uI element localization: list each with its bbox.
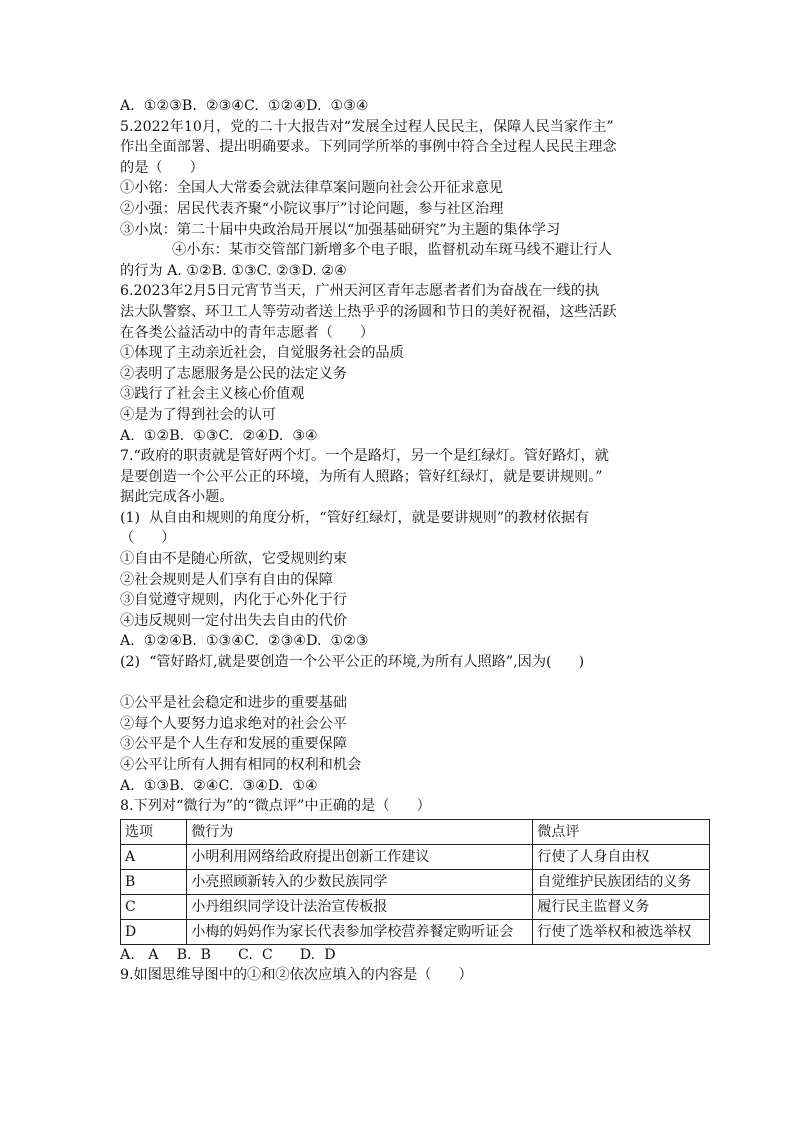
text-block-bottom [120, 945, 712, 986]
table-header-cell: 微行为 [187, 819, 533, 844]
text-line: 在各类公益活动中的青年志愿者（ ） [120, 324, 375, 341]
table-header-cell: 选项 [121, 819, 187, 844]
blank-gap [120, 673, 712, 694]
text-line: ①自由不是随心所欲，它受规则约束 [120, 551, 348, 568]
table-cell: C [121, 894, 187, 919]
text-line: ④是为了得到社会的认可 [120, 406, 277, 423]
table-cell: 自觉维护民族团结的义务 [533, 869, 710, 894]
table-cell: 小丹组织同学设计法治宣传板报 [187, 894, 533, 919]
text-line: ③自觉遵守规则，内化于心外化于行 [120, 592, 348, 609]
comment-table [120, 819, 710, 945]
text-line: 7.“政府的职责就是管好两个灯。一个是路灯，另一个是红绿灯。管好路灯，就 [120, 448, 609, 465]
text-line: 法大队警察、环卫工人等劳动者送上热乎乎的汤圆和节日的美好祝福，这些活跃 [120, 303, 617, 320]
text-line: 的是（ ） [120, 159, 204, 176]
table-header-row [121, 819, 710, 844]
table-cell: 小梅的妈妈作为家长代表参加学校营养餐定购听证会 [187, 919, 533, 944]
text-line: ②小强：居民代表齐聚“小院议事厅”讨论问题，参与社区治理 [120, 200, 504, 217]
text-line: ①小铭：全国人大常委会就法律草案问题向社会公开征求意见 [120, 180, 504, 197]
text-line: ④违反规则一定付出失去自由的代价 [120, 612, 348, 629]
text-line: ①公平是社会稳定和进步的重要基础 [120, 695, 348, 712]
document-page [120, 96, 712, 986]
table-cell: 行使了选举权和被选举权 [533, 919, 710, 944]
text-line: A. ①②③B. ②③④C. ①②④D. ①③④ [120, 98, 369, 114]
text-line: A. A B. B C. C D. D [120, 946, 336, 963]
text-block-after-gap [120, 693, 712, 817]
text-line-indented: ④小东：某市交管部门新增多个电子眼，监督机动车斑马线不避让行人 [172, 242, 612, 259]
table-cell: A [121, 844, 187, 869]
text-block-mid [120, 261, 712, 673]
text-line: A. ①②B. ①③C. ②④D. ③④ [120, 427, 318, 444]
text-line: ③小岚：第二十届中央政治局开展以“加强基础研究”为主题的集体学习 [120, 221, 561, 238]
text-line: ②表明了志愿服务是公民的法定义务 [120, 365, 348, 382]
table-cell: 履行民主监督义务 [533, 894, 710, 919]
table-row [121, 869, 710, 894]
table-row [121, 844, 710, 869]
text-line: 是要创造一个公平公正的环境，为所有人照路；管好红绿灯，就是要讲规则。” [120, 468, 603, 485]
text-line: (2) “管好路灯,就是要创造一个公平公正的环境,为所有人照路”,因为( ) [120, 654, 585, 671]
text-line: 据此完成各小题。 [120, 489, 234, 506]
text-line: ③践行了社会主义核心价值观 [120, 386, 305, 403]
text-line: 作出全面部署、提出明确要求。下列同学所举的事例中符合全过程人民民主理念 [120, 139, 617, 156]
text-line: （ ） [120, 530, 176, 547]
text-line: 9.如图思维导图中的①和②依次应填入的内容是（ ） [120, 967, 473, 984]
table-row [121, 894, 710, 919]
table-cell: D [121, 919, 187, 944]
text-line: (1) 从自由和规则的角度分析，“管好红绿灯，就是要讲规则”的教材依据有 [120, 509, 590, 526]
text-block-top [120, 96, 712, 240]
text-line: A. ①③B. ②④C. ③④D. ①④ [120, 777, 318, 794]
text-line: ③公平是个人生存和发展的重要保障 [120, 736, 348, 753]
text-line: ②社会规则是人们享有自由的保障 [120, 571, 333, 588]
text-line: 5.2022年10月，党的二十大报告对“发展全过程人民民主，保障人民当家作主” [120, 118, 614, 135]
table-cell: B [121, 869, 187, 894]
table-cell: 行使了人身自由权 [533, 844, 710, 869]
table-row [121, 919, 710, 944]
table-cell: 小明利用网络给政府提出创新工作建议 [187, 844, 533, 869]
table-cell: 小亮照顾新转入的少数民族同学 [187, 869, 533, 894]
text-line: 8.下列对“微行为”的“微点评”中正确的是（ ） [120, 798, 431, 815]
text-line: ①体现了主动亲近社会，自觉服务社会的品质 [120, 345, 404, 362]
text-line: A. ①②④B. ①③④C. ②③④D. ①②③ [120, 633, 369, 650]
text-line: 6.2023年2月5日元宵节当天，广州天河区青年志愿者者们为奋战在一线的执 [120, 283, 600, 300]
text-line: 的行为 A. ①②B. ①③C. ②③D. ②④ [120, 262, 347, 279]
text-line: ②每个人要努力追求绝对的社会公平 [120, 715, 348, 732]
text-line: ④公平让所有人拥有相同的权利和机会 [120, 757, 362, 773]
table-header-cell: 微点评 [533, 819, 710, 844]
